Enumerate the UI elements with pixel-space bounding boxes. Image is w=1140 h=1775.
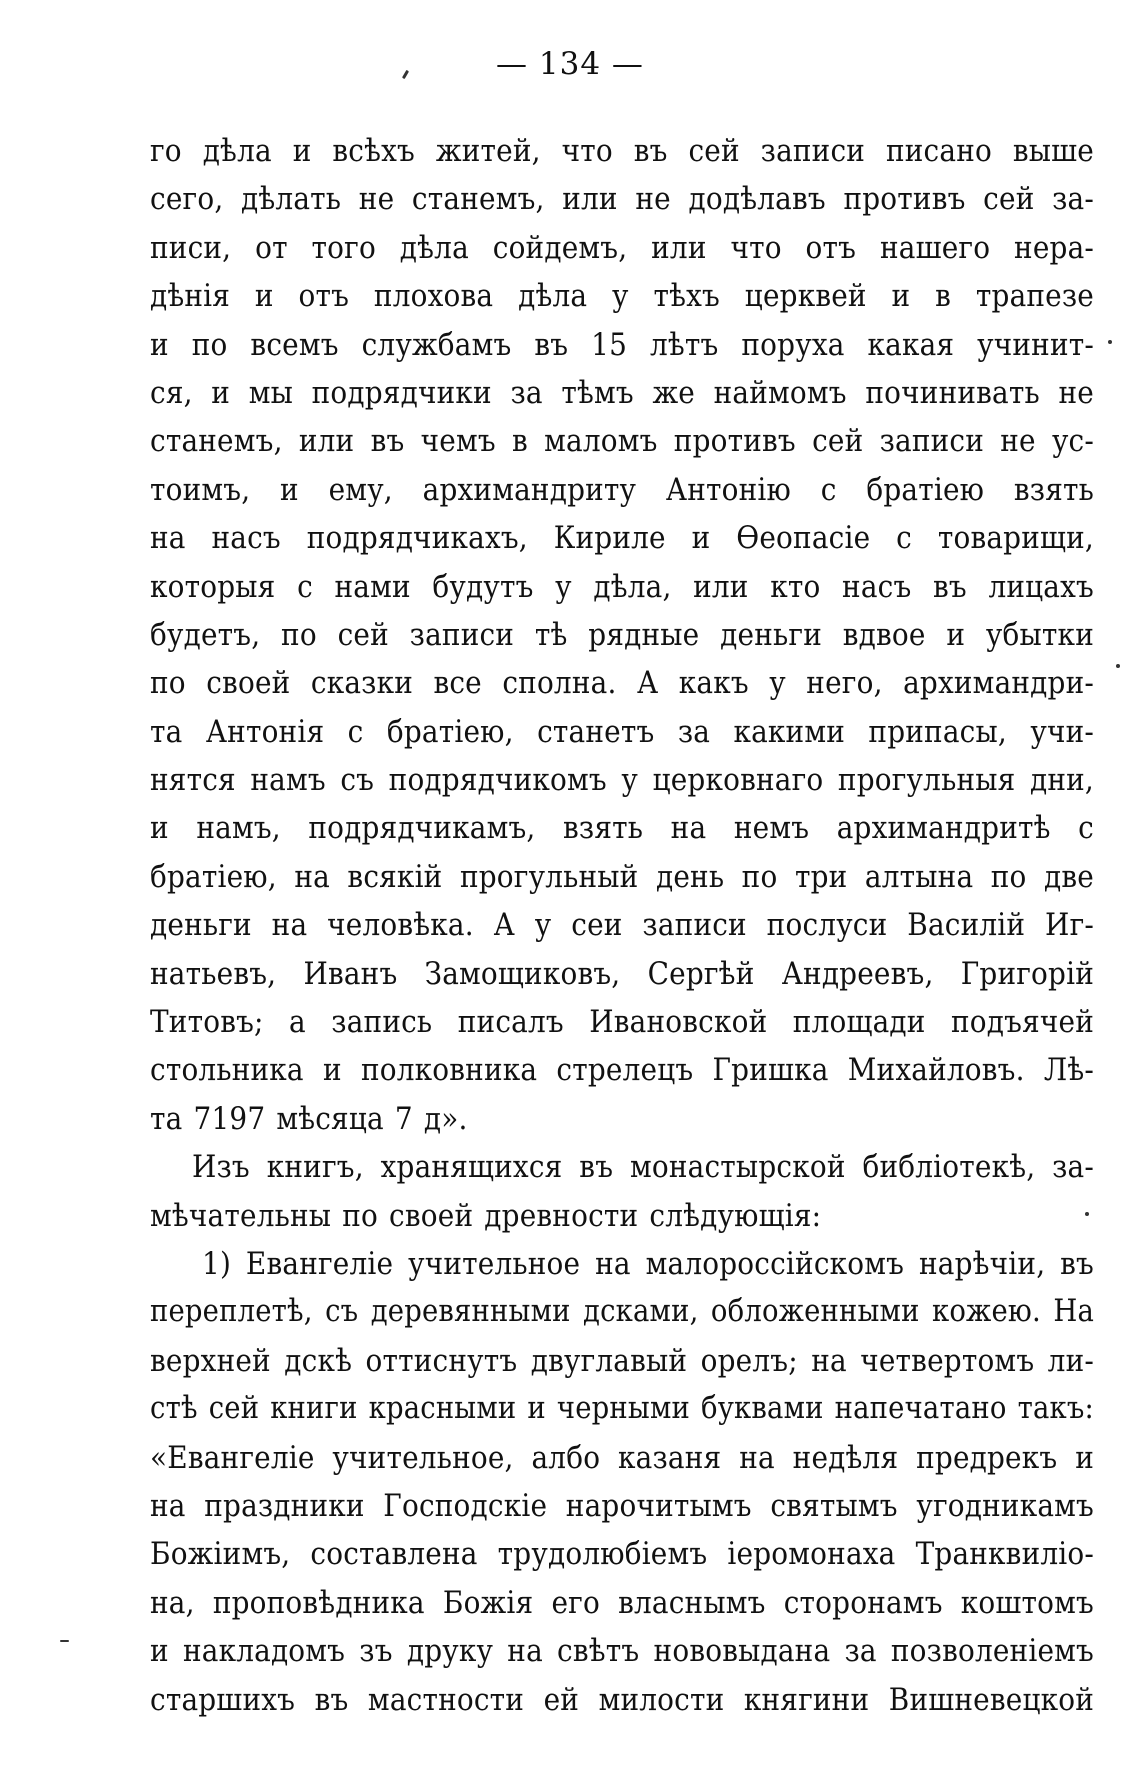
text-line: переплетѣ, съ деревянными дсками, обложенными кожею. На: [150, 1294, 1094, 1330]
text-line: стѣ сей книги красными и черными буквами напечатано такъ:: [150, 1391, 1094, 1427]
text-line: которыя с нами будутъ у дѣла, или кто насъ въ лицахъ: [150, 568, 1094, 605]
text-line: нятся намъ съ подрядчикомъ у церковнаго прогульныя дни,: [150, 762, 1094, 799]
text-line: братіею, на всякій прогульный день по три алтына по две: [150, 858, 1094, 895]
text-line: на праздники Господскіе нарочитымъ святымъ угодникамъ: [150, 1487, 1094, 1524]
text-line: на насъ подрядчикахъ, Кириле и Ѳеопасіе с товарищи,: [150, 520, 1094, 557]
text-line: будетъ, по сей записи тѣ рядные деньги вдвое и убытки: [150, 616, 1094, 653]
text-line: сего, дѣлать не станемъ, или не додѣлавъ противъ сей за-: [150, 181, 1094, 218]
body-text: [150, 127, 1094, 1724]
text-line: мѣчательны по своей древности слѣдующія:: [150, 1197, 822, 1234]
text-line: тоимъ, и ему, архимандриту Антонію с братіею взять: [150, 471, 1094, 508]
text-line: и по всемъ службамъ въ 15 лѣтъ поруха какая учинит-: [150, 326, 1094, 363]
ink-speck: [1108, 340, 1112, 344]
text-line: та 7197 мѣсяца 7 д».: [150, 1100, 468, 1137]
text-line: стольника и полковника стрелецъ Гришка Михайловъ. Лѣ-: [150, 1052, 1094, 1089]
text-line: го дѣла и всѣхъ житей, что въ сей записи писано выше: [150, 133, 1094, 169]
text-line: и намъ, подрядчикамъ, взять на немъ архимандритѣ с: [150, 810, 1094, 847]
text-line: на, проповѣдника Божія его власнымъ сторонамъ коштомъ: [150, 1584, 1094, 1621]
text-line: верхней дскѣ оттиснутъ двуглавый орелъ; на четвертомъ ли-: [150, 1342, 1094, 1379]
text-line: по своей сказки все сполна. А какъ у него, архимандри-: [150, 665, 1094, 702]
text-line: дѣнія и отъ плохова дѣла у тѣхъ церквей и в трапезе: [150, 278, 1094, 315]
text-line: писи, от того дѣла сойдемъ, или что отъ нашего нера-: [150, 229, 1094, 266]
text-line: натьевъ, Иванъ Замощиковъ, Сергѣй Андреевъ, Григорій: [150, 955, 1094, 992]
text-line: Божіимъ, составлена трудолюбіемъ іеромонаха Транквиліо-: [150, 1536, 1094, 1573]
text-line: деньги на человѣка. А у сеи записи послуси Василій Иг-: [150, 907, 1094, 944]
text-line: 1) Евангеліе учительное на малороссійскомъ нарѣчіи, въ: [202, 1245, 1094, 1282]
text-line: и накладомъ зъ друку на свѣтъ нововыдана за позволеніемъ: [150, 1633, 1094, 1670]
text-line: та Антонія с братіею, станетъ за какими припасы, учи-: [150, 713, 1094, 750]
text-line: «Евангеліе учительное, албо казаня на недѣля предрекъ и: [150, 1439, 1094, 1476]
text-line: Изъ книгъ, хранящихся въ монастырской библіотекѣ, за-: [192, 1149, 1094, 1186]
text-line: ся, и мы подрядчики за тѣмъ же наймомъ починивать не: [150, 374, 1094, 411]
text-line: Титовъ; а запись писалъ Ивановской площади подъячей: [150, 1004, 1094, 1041]
ink-speck: [1085, 1212, 1089, 1216]
ink-speck: [1116, 664, 1120, 668]
page-number: — 134 —: [496, 46, 644, 82]
text-line: станемъ, или въ чемъ в маломъ противъ сей записи не ус-: [150, 423, 1094, 460]
text-line: старшихъ въ мастности ей милости княгини Вишневецкой: [150, 1681, 1094, 1718]
ink-speck: [60, 1640, 69, 1642]
